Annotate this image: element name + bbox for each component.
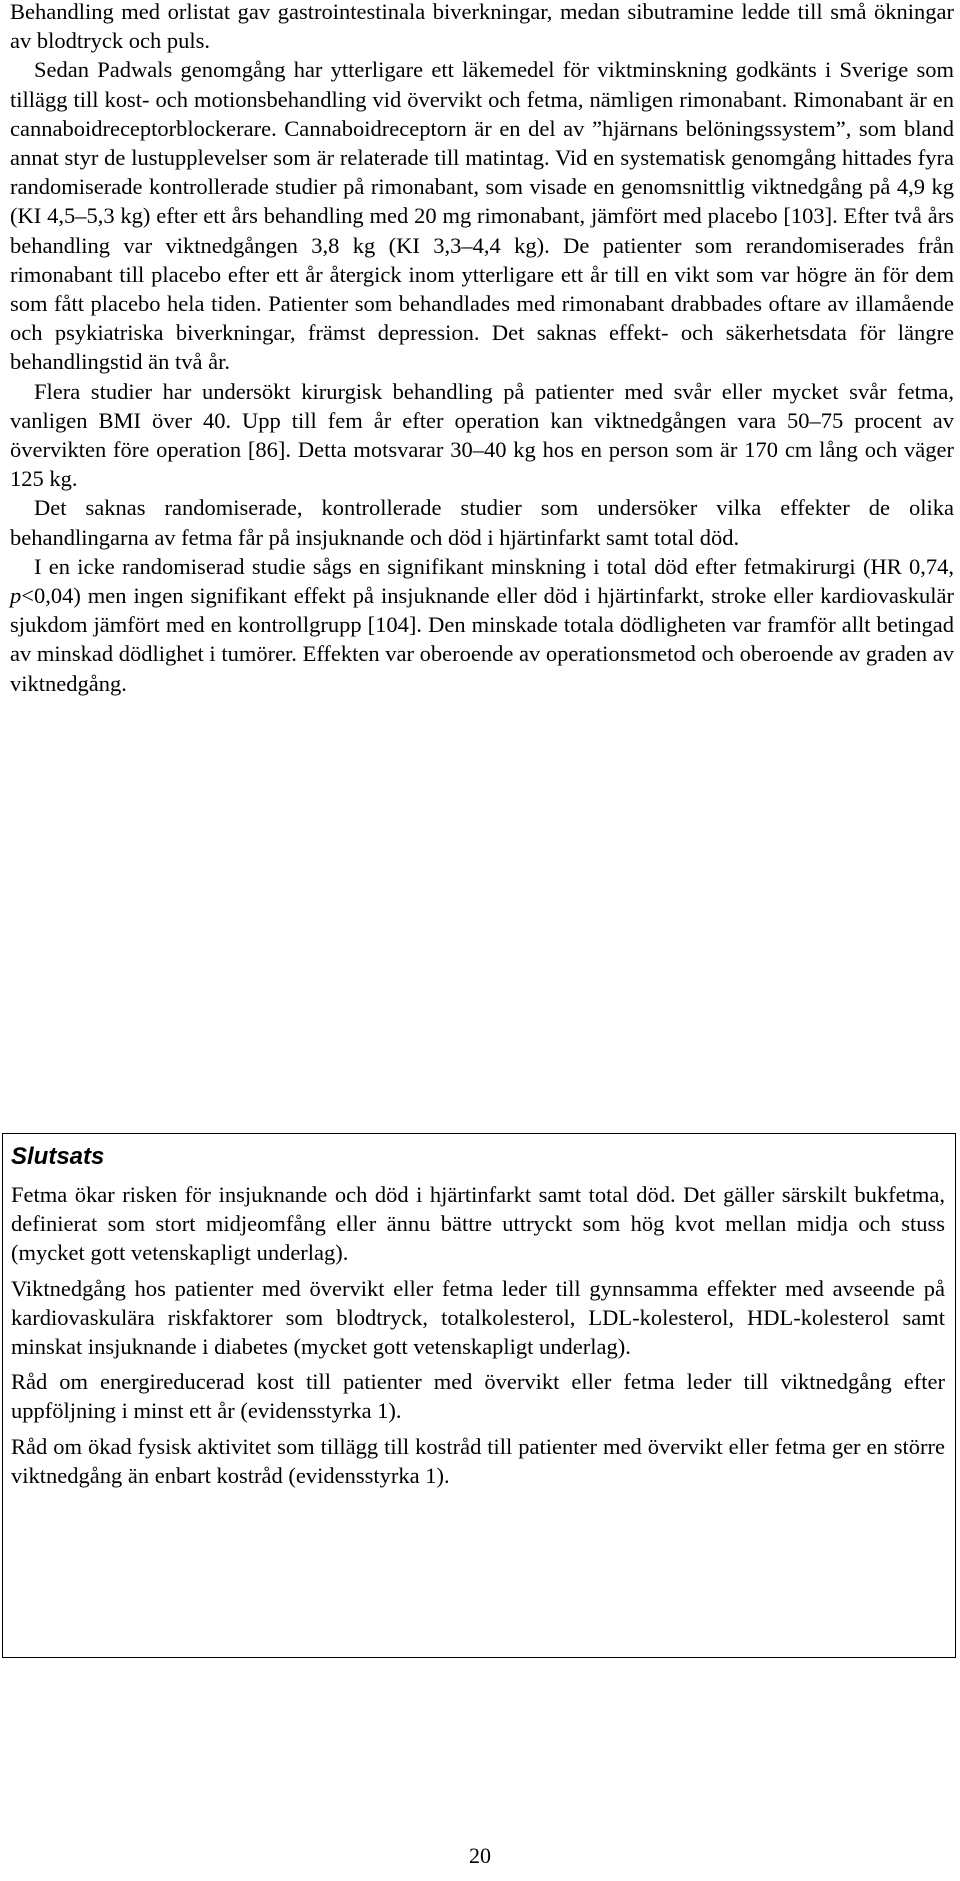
conclusion-paragraph: Råd om ökad fysisk aktivitet som tillägg till kostråd till patienter med övervikt eller fetma ger en större viktnedgång än enbart kostråd (evidensstyrka 1). <box>11 1433 945 1488</box>
paragraph-surgery: Flera studier har undersökt kirurgisk behandling på patienter med svår eller mycket svår fetma, vanligen BMI över 40. Upp till fem år efter operation kan viktnedgången vara 50–75 procent av övervikten före operation [86]. Detta motsvarar 30–40 kg hos en person som är 170 cm lång och väger 125 kg. <box>10 378 954 492</box>
conclusion-title: Slutsats <box>11 1143 105 1170</box>
paragraph-orlistat: Behandling med orlistat gav gastrointestinala biverkningar, medan sibutramine ledde till små ökningar av blodtryck och puls. <box>10 0 954 54</box>
p-value-symbol: p <box>10 583 22 609</box>
hr-text-after: <0,04) men ingen signifikant effekt på insjuknande eller död i hjärtinfarkt, stroke eller kardiovaskulär sjukdom jämfört med en kontrollgrupp [104]. Den minskade totala dödligheten var framför allt betingad av minskad dödlighet i tumörer. Effekten var oberoende av operationsmetod och oberoende av graden av viktnedgång. <box>10 583 954 696</box>
paragraph-rimonabant: Sedan Padwals genomgång har ytterligare ett läkemedel för viktminskning godkänts i Sverige som tillägg till kost- och motionsbehandling vid övervikt och fetma, nämligen rimonabant. Rimonabant är en cannaboidreceptorblockerare. Cannaboidreceptorn är en del av ”hjärnans belöningssystem”, som bland annat styr de lustupplevelser som är relaterade till matintag. Vid en systematisk genomgång hittades fyra randomiserade kontrollerade studier på rimonabant, som visade en genomsnittlig viktnedgång på 4,9 kg (KI 4,5–5,3 kg) efter ett års behandling med 20 mg rimonabant, jämfört med placebo [103]. Efter två års behandling var viktnedgången 3,8 kg (KI 3,3–4,4 kg). De patienter som rerandomiserades från rimonabant till placebo efter ett år återgick inom ytterligare ett år till en vikt som var högre än för dem som fått placebo hela tiden. Patienter som behandlades med rimonabant drabbades oftare av illamående och psykiatriska biverkningar, främst depression. Det saknas effekt- och säkerhetsdata för längre behandlingstid än två år. <box>10 57 954 375</box>
conclusion-body <box>11 1180 945 1496</box>
paragraph-hr-study <box>10 552 954 698</box>
paragraph-no-rct: Det saknas randomiserade, kontrollerade studier som undersöker vilka effekter de olika behandlingarna av fetma får på insjuknande och död i hjärtinfarkt samt total död. <box>10 495 954 550</box>
main-text <box>10 0 954 698</box>
conclusion-paragraph: Fetma ökar risken för insjuknande och död i hjärtinfarkt samt total död. Det gäller särskilt bukfetma, definierat som stort midjeomfång eller ännu bättre uttryckt som hög kvot mellan midja och stuss (mycket gott vetenskapligt underlag). <box>11 1182 945 1266</box>
conclusion-paragraph: Viktnedgång hos patienter med övervikt eller fetma leder till gynnsamma effekter med avseende på kardiovaskulära riskfaktorer som blodtryck, totalkolesterol, LDL-kolesterol, HDL-kolesterol samt minskat insjuknande i diabetes (mycket gott vetenskapligt underlag). <box>11 1275 945 1360</box>
conclusion-paragraph: Råd om energireducerad kost till patienter med övervikt eller fetma leder till viktnedgång efter uppföljning i minst ett år (evidensstyrka 1). <box>11 1369 945 1424</box>
conclusion-box <box>2 1133 956 1658</box>
hr-text-before: I en icke randomiserad studie sågs en signifikant minskning i total död efter fetmakirurgi (HR 0,74, <box>34 553 954 579</box>
page-number: 20 <box>469 1843 491 1868</box>
